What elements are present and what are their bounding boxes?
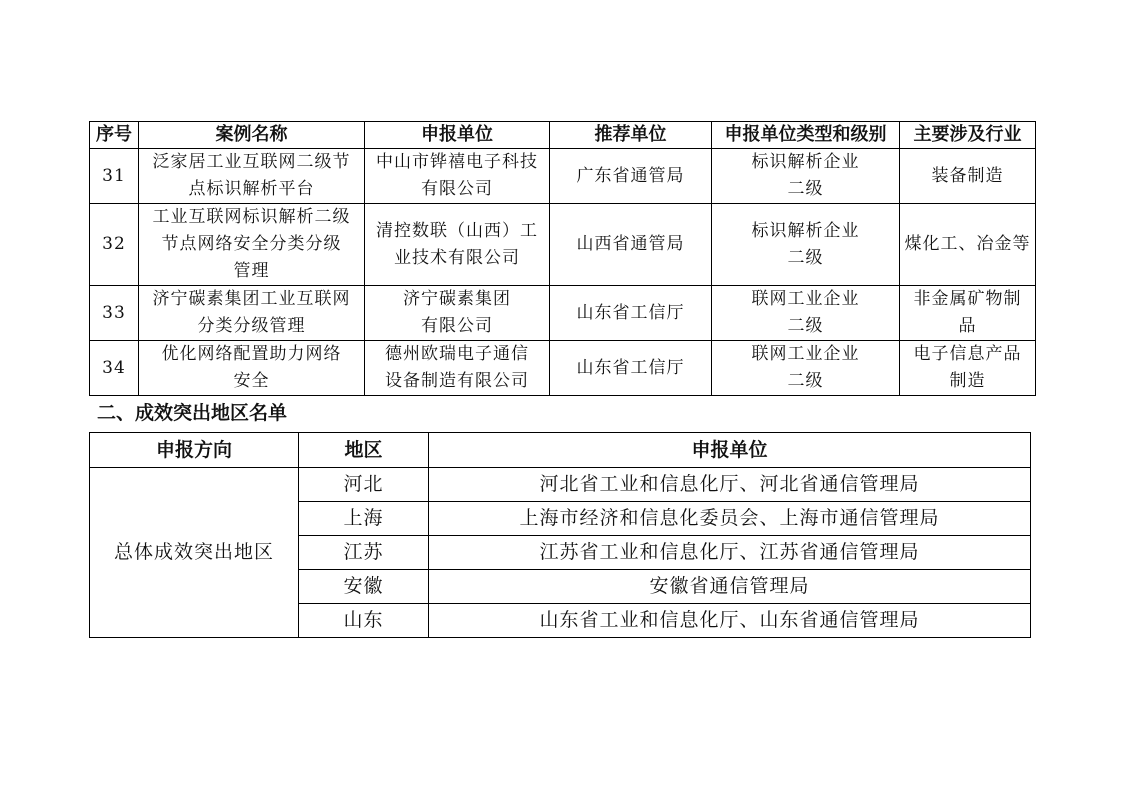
case-unit: 清控数联（山西）工 业技术有限公司 [365,204,550,286]
table-row [90,341,1036,396]
case-no: 33 [90,286,139,341]
case-industry: 装备制造 [900,149,1036,204]
table-row [90,286,1036,341]
region-unit-cell: 山东省工业和信息化厅、山东省通信管理局 [429,604,1031,638]
region-unit-cell: 上海市经济和信息化委员会、上海市通信管理局 [429,502,1031,536]
case-name: 济宁碳素集团工业互联网 分类分级管理 [139,286,365,341]
region-unit-cell: 安徽省通信管理局 [429,570,1031,604]
case-unit: 中山市铧禧电子科技 有限公司 [365,149,550,204]
region-cell: 江苏 [299,536,429,570]
header-unit: 申报单位 [429,433,1031,468]
case-type: 标识解析企业 二级 [712,204,900,286]
regions-header-row [90,433,1031,468]
case-recommender: 山东省工信厅 [550,341,712,396]
table-row [90,468,1031,502]
case-no: 34 [90,341,139,396]
case-name: 泛家居工业互联网二级节 点标识解析平台 [139,149,365,204]
case-unit: 济宁碳素集团 有限公司 [365,286,550,341]
header-region: 地区 [299,433,429,468]
case-no: 31 [90,149,139,204]
region-cell: 山东 [299,604,429,638]
header-case-name: 案例名称 [139,122,365,149]
region-cell: 上海 [299,502,429,536]
case-recommender: 广东省通管局 [550,149,712,204]
case-type: 标识解析企业 二级 [712,149,900,204]
table-row [90,204,1036,286]
case-recommender: 山西省通管局 [550,204,712,286]
region-unit-cell: 河北省工业和信息化厅、河北省通信管理局 [429,468,1031,502]
header-unit-type: 申报单位类型和级别 [712,122,900,149]
case-unit: 德州欧瑞电子通信 设备制造有限公司 [365,341,550,396]
header-no: 序号 [90,122,139,149]
regions-table [89,432,1031,638]
region-cell: 安徽 [299,570,429,604]
case-industry: 非金属矿物制 品 [900,286,1036,341]
header-recommender: 推荐单位 [550,122,712,149]
case-recommender: 山东省工信厅 [550,286,712,341]
header-industry: 主要涉及行业 [900,122,1036,149]
cases-table [89,121,1036,396]
header-direction: 申报方向 [90,433,299,468]
section-heading: 二、成效突出地区名单 [97,402,288,424]
case-no: 32 [90,204,139,286]
case-industry: 电子信息产品 制造 [900,341,1036,396]
case-type: 联网工业企业 二级 [712,286,900,341]
case-name: 优化网络配置助力网络 安全 [139,341,365,396]
region-unit-cell: 江苏省工业和信息化厅、江苏省通信管理局 [429,536,1031,570]
case-name: 工业互联网标识解析二级 节点网络安全分类分级 管理 [139,204,365,286]
header-unit: 申报单位 [365,122,550,149]
case-industry: 煤化工、冶金等 [900,204,1036,286]
case-type: 联网工业企业 二级 [712,341,900,396]
table-row [90,149,1036,204]
cases-header-row [90,122,1036,149]
direction-cell: 总体成效突出地区 [90,468,299,638]
region-cell: 河北 [299,468,429,502]
